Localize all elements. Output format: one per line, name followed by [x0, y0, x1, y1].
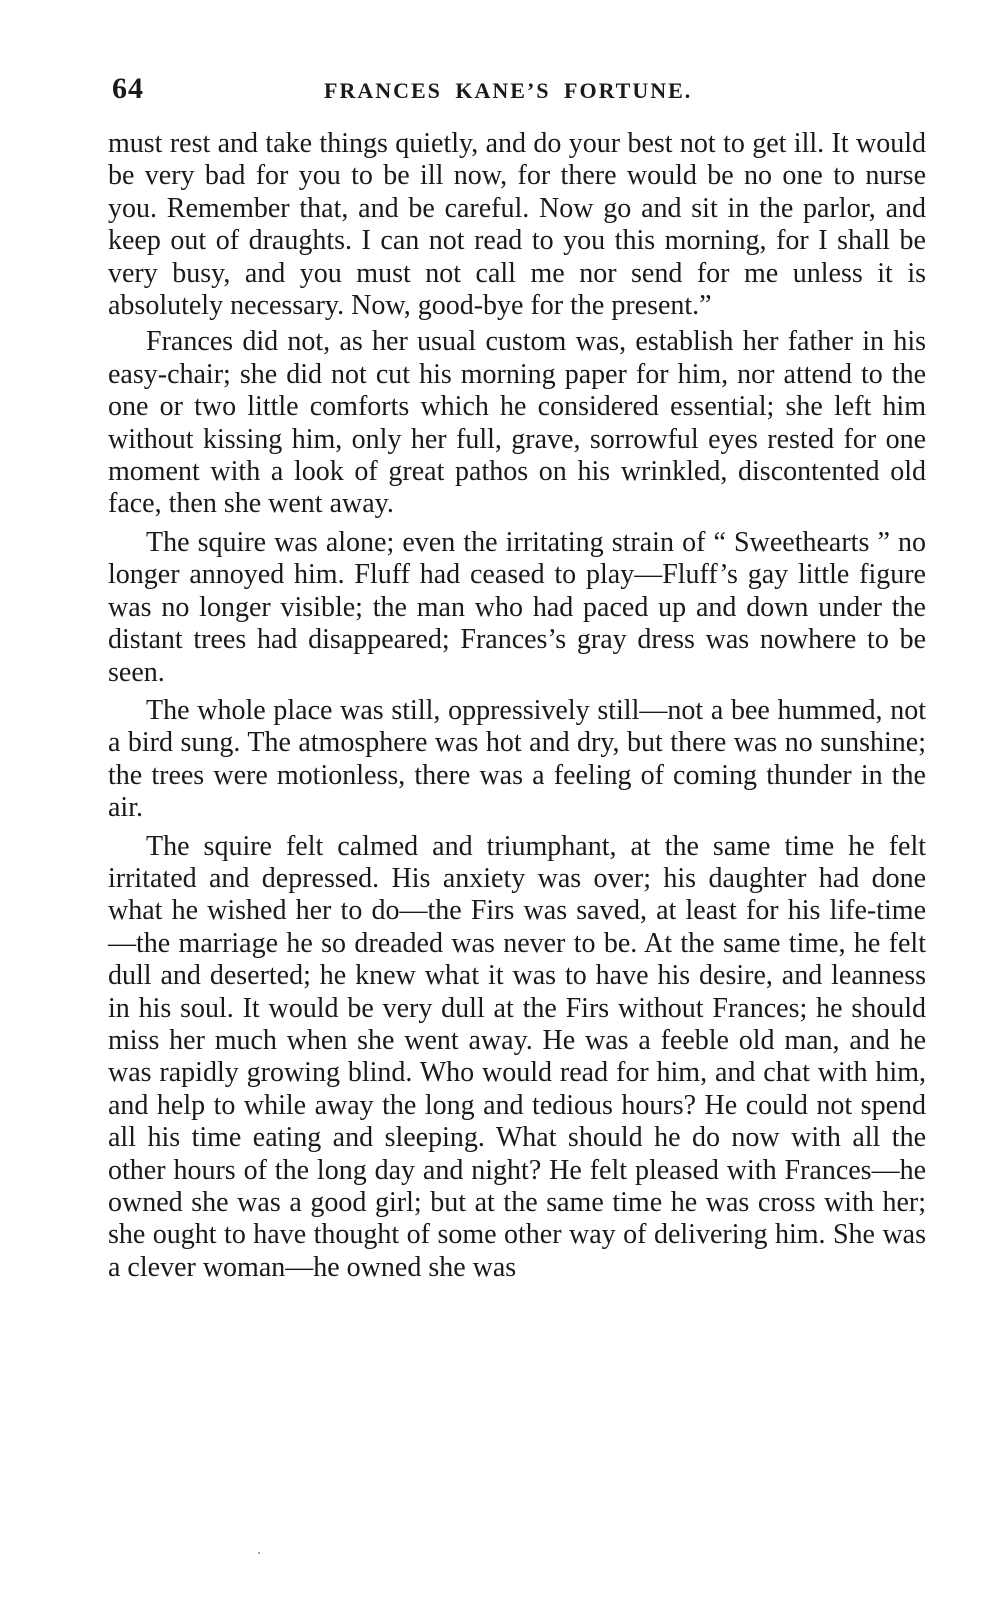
paragraph-2: Frances did not, as her usual custom was, establish her father in his easy-chair; she did not cut his morning paper for him, nor attend to the one or two little comforts which he considered essential; she left him without kissing him, only her full, grave, sorrowful eyes rested for one moment with a look of great pathos on his wrinkled, discontented old face, then she went away. [108, 326, 926, 520]
paragraph-4: The whole place was still, oppressively still—not a bee hummed, not a bird sung. The atmosphere was hot and dry, but there was no sunshine; the trees were motionless, there was a feeling of coming thunder in the air. [108, 694, 926, 824]
paragraph-1: must rest and take things quietly, and do your best not to get ill. It would be very bad for you to be ill now, for there would be no one to nurse you. Remember that, and be careful. Now go and sit in the parlor, and keep out of draughts. I can not read to you this morning, for I shall be very busy, and you must not call me nor send for me unless it is absolutely necessary. Now, good-bye for the present.” [108, 128, 926, 322]
paragraph-5: The squire felt calmed and triumphant, at the same time he felt irritated and depressed. His anxiety was over; his daughter had done what he wished her to do—the Firs was saved, at least for his life-time—the marriage he so dreaded was never to be. At the same time, he felt dull and deserted; he knew what it was to have his desire, and leanness in his soul. It would be very dull at the Firs without Frances; he should miss her much when she went away. He was a feeble old man, and he was rapidly growing blind. Who would read for him, and chat with him, and help to while away the long and tedious hours? He could not spend all his time eating and sleeping. What should he do now with all the other hours of the long day and night? He felt pleased with Frances—he owned she was a good girl; but at the same time he was cross with her; she ought to have thought of some other way of delivering him. She was a clever woman—he owned she was [108, 830, 926, 1283]
body-text [108, 128, 926, 1288]
running-title: FRANCES KANE’S FORTUNE. [324, 78, 693, 103]
page-header [112, 72, 924, 112]
page-number: 64 [112, 72, 144, 105]
paragraph-3: The squire was alone; even the irritating strain of “ Sweethearts ” no longer annoyed him. Fluff had ceased to play—Fluff’s gay little figure was no longer visible; the man who had paced up and down under the distant trees had disappeared; Frances’s gray dress was nowhere to be seen. [108, 526, 926, 688]
print-speck [258, 1552, 260, 1554]
